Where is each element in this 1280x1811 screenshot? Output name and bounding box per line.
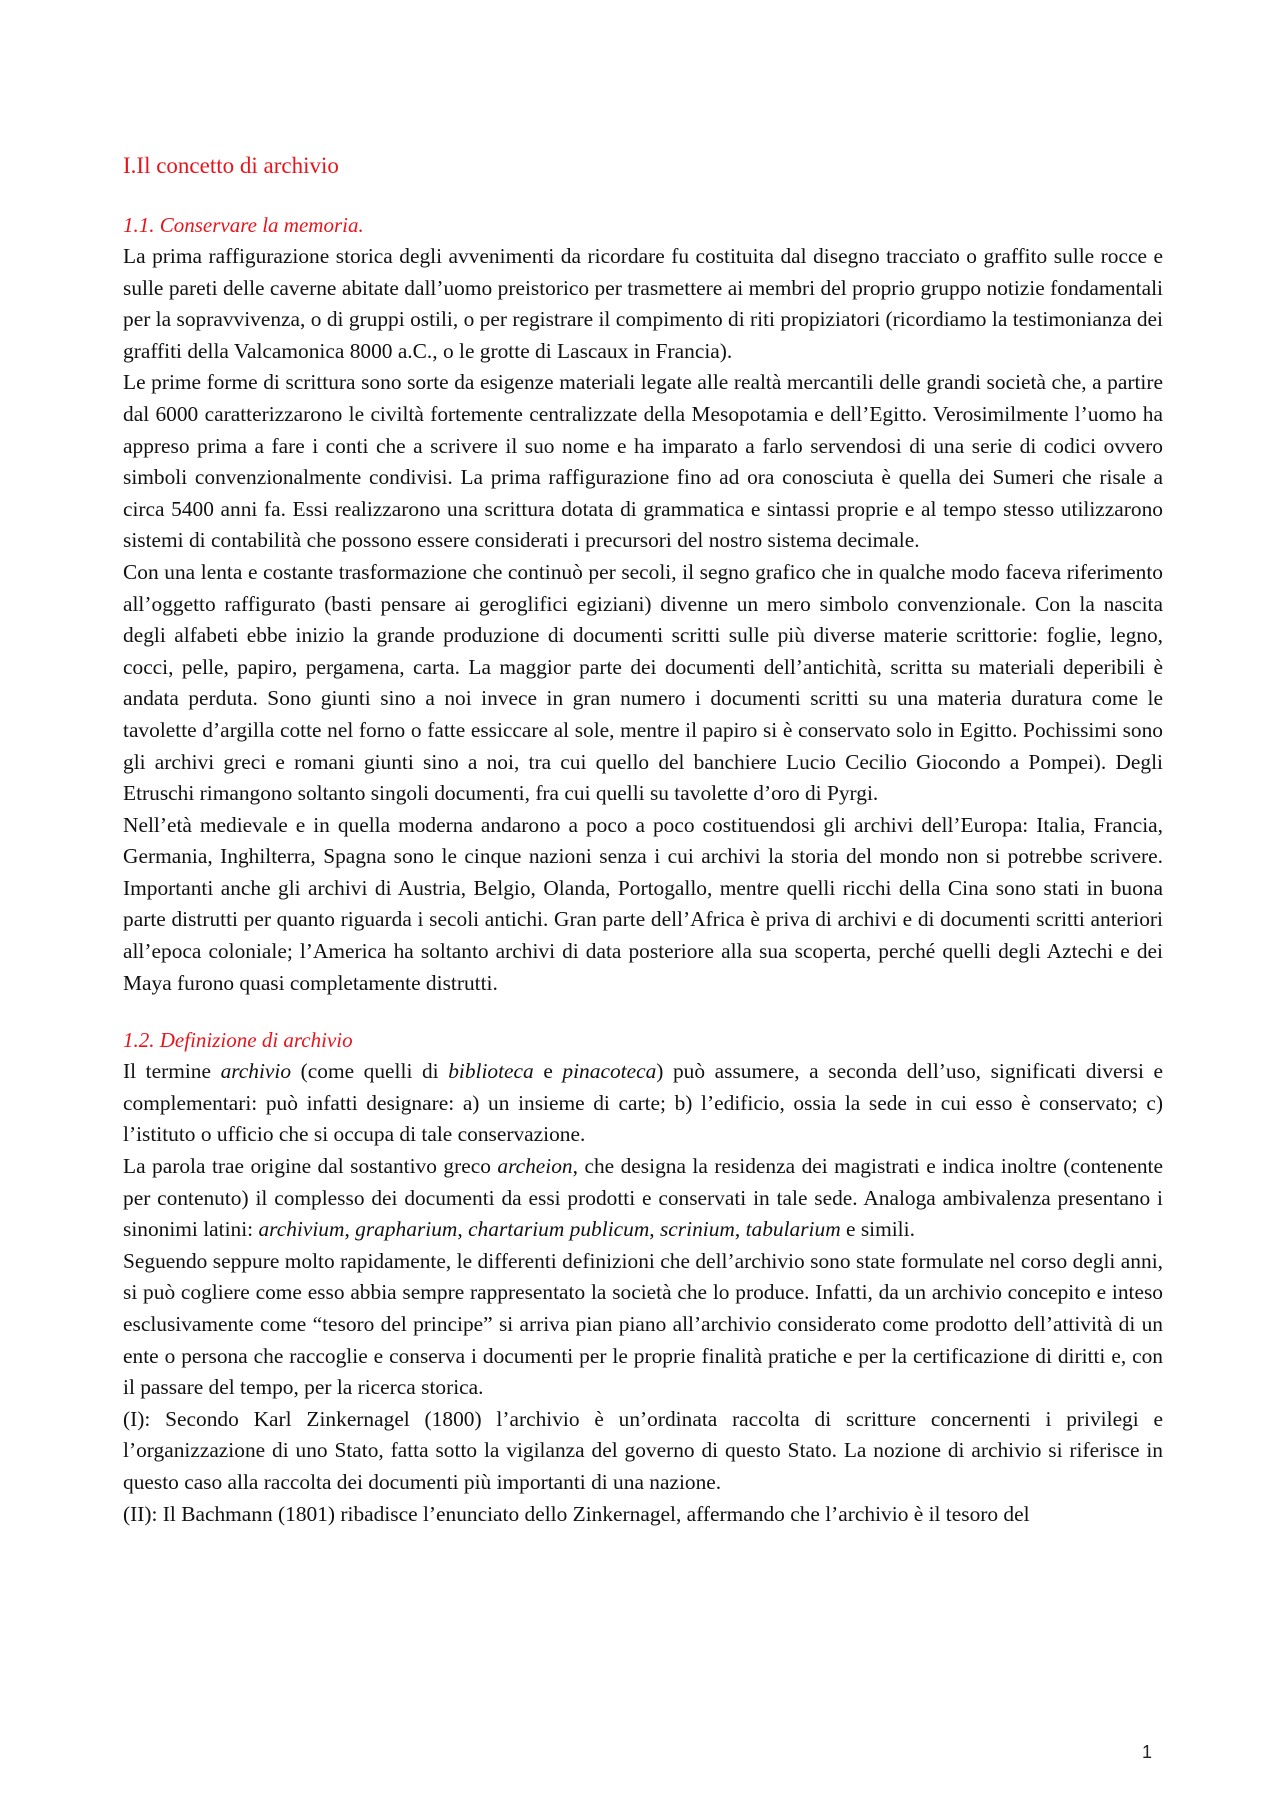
paragraph: Nell’età medievale e in quella moderna andarono a poco a poco costituendosi gli archivi dell’Europa: Italia, Francia, Germania, Inghilterra, Spagna sono le cinque nazioni senza i cui archivi la storia del mondo non si potrebbe scrivere. Importanti anche gli archivi di Austria, Belgio, Olanda, Portogallo, mentre quelli ricchi della Cina sono stati in buona parte distrutti per quanto riguarda i secoli antichi. Gran parte dell’Africa è priva di archivi e di documenti scritti anteriori all’epoca coloniale; l’America ha soltanto archivi di data posteriore alla sua scoperta, perché quelli degli Aztechi e dei Maya furono quasi completamente distrutti. (123, 812, 1163, 995)
section-title-1-1: 1.1. Conservare la memoria. (123, 213, 364, 237)
chapter-title: I.Il concetto di archivio (123, 153, 339, 178)
italic-term: archivium (258, 1217, 345, 1242)
italic-term: tabularium (745, 1217, 841, 1242)
italic-term: grapharium (355, 1217, 458, 1242)
page-number: 1 (1142, 1742, 1153, 1762)
paragraph: (I): Secondo Karl Zinkernagel (1800) l’archivio è un’ordinata raccolta di scritture concernenti i privilegi e l’organizzazione di uno Stato, fatta sotto la vigilanza del governo di questo Stato. La nozione di archivio si riferisce in questo caso alla raccolta dei documenti più importanti di una nazione. (123, 1406, 1163, 1494)
paragraph: La prima raffigurazione storica degli avvenimenti da ricordare fu costituita dal disegno tracciato o graffito sulle rocce e sulle pareti delle caverne abitate dall’uomo preistorico per trasmettere ai membri del proprio gruppo notizie fondamentali per la sopravvivenza, o di gruppi ostili, o per registrare il compimento di riti propiziatori (ricordiamo la testimonianza dei graffiti della Valcamonica 8000 a.C., o le grotte di Lascaux in Francia). (123, 244, 1163, 363)
paragraph: (II): Il Bachmann (1801) ribadisce l’enunciato dello Zinkernagel, affermando che l’archivio è il tesoro del (123, 1501, 1030, 1526)
italic-term: pinacoteca (562, 1059, 657, 1084)
document-page (123, 150, 1163, 1530)
italic-term: biblioteca (448, 1059, 534, 1084)
paragraph: Seguendo seppure molto rapidamente, le differenti definizioni che dell’archivio sono state formulate nel corso degli anni, si può cogliere come esso abbia sempre rappresentato la società che lo produce. Infatti, da un archivio concepito e inteso esclusivamente come “tesoro del principe” si arriva pian piano all’archivio considerato come prodotto dell’attività di un ente o persona che raccoglie e conserva i documenti per le proprie finalità pratiche e per la certificazione di diritti e, con il passare del tempo, per la ricerca storica. (123, 1248, 1163, 1400)
italic-term: archivio (220, 1059, 292, 1084)
italic-term: scrinium (659, 1217, 735, 1242)
paragraph: Con una lenta e costante trasformazione che continuò per secoli, il segno grafico che in qualche modo faceva riferimento all’oggetto raffigurato (basti pensare ai geroglifici egiziani) divenne un mero simbolo convenzionale. Con la nascita degli alfabeti ebbe inizio la grande produzione di documenti scritti sulle più diverse materie scrittorie: foglie, legno, cocci, pelle, papiro, pergamena, carta. La maggior parte dei documenti dell’antichità, scritta su materiali deperibili è andata perduta. Sono giunti sino a noi invece in gran numero i documenti scritti su una materia duratura come le tavolette d’argilla cotte nel forno o fatte essiccare al sole, mentre il papiro si è conservato solo in Egitto. Pochissimi sono gli archivi greci e romani giunti sino a noi, tra cui quello del banchiere Lucio Cecilio Giocondo a Pompei). Degli Etruschi rimangono soltanto singoli documenti, fra cui quelli su tavolette d’oro di Pyrgi. (123, 559, 1163, 806)
italic-term: chartarium publicum (468, 1217, 650, 1242)
paragraph: Le prime forme di scrittura sono sorte da esigenze materiali legate alle realtà mercantili delle grandi società che, a partire dal 6000 caratterizzarono le civiltà fortemente centralizzate della Mesopotamia e dell’Egitto. Verosimilmente l’uomo ha appreso prima a fare i conti che a scrivere il suo nome e ha imparato a farlo servendosi di una serie di codici ovvero simboli convenzionalmente condivisi. La prima raffigurazione fino ad ora conosciuta è quella dei Sumeri che risale a circa 5400 anni fa. Essi realizzarono una scrittura dotata di grammatica e sintassi proprie e al tempo stesso utilizzarono sistemi di contabilità che possono essere considerati i precursori del nostro sistema decimale. (123, 370, 1163, 553)
section-title-1-2: 1.2. Definizione di archivio (123, 1028, 353, 1053)
paragraph: Il termine archivio (come quelli di biblioteca e pinacoteca) può assumere, a seconda dell’uso, significati diversi e complementari: può infatti designare: a) un insieme di carte; b) l’edificio, ossia la sede in cui esso è conservato; c) l’istituto o ufficio che si occupa di tale conservazione. (123, 1059, 1163, 1147)
italic-term: archeion (497, 1154, 573, 1179)
paragraph: La parola trae origine dal sostantivo greco archeion, che designa la residenza dei magistrati e indica inoltre (contenente per contenuto) il complesso dei documenti da essi prodotti e conservati in tale sede. Analoga ambivalenza presentano i sinonimi latini: archivium, grapharium, chartarium publicum, scrinium, tabularium e simili. (123, 1154, 1163, 1242)
